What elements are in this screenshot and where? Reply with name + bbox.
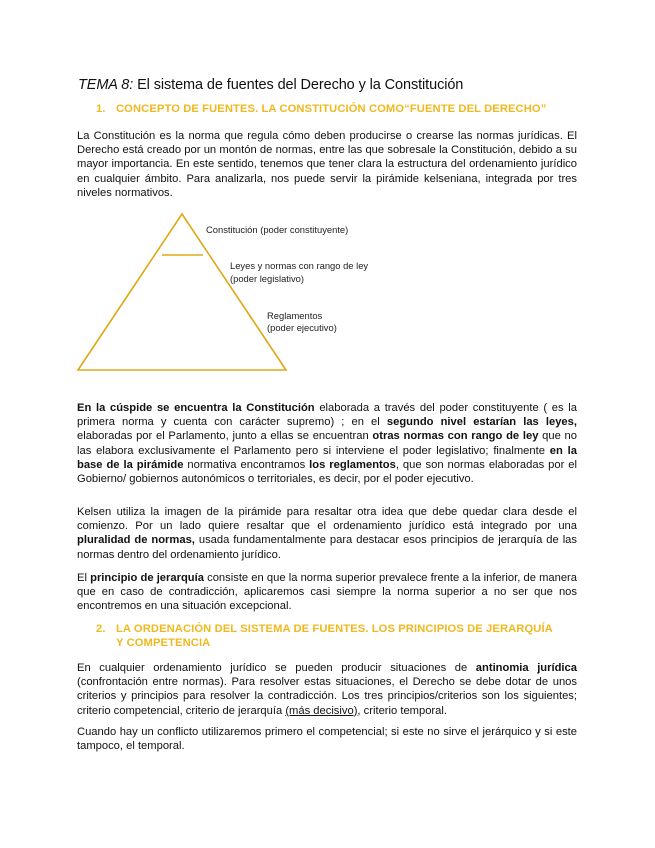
p2-bold-2: segundo nivel estarían las leyes, — [386, 416, 577, 429]
paragraph-1: La Constitución es la norma que regula cómo deben producirse o crearse las normas jurídicas. El Derecho está creado por un montón de normas, entre las que sobresale la Constitución, debido a su mayor importancia. En este sentido, tenemos que tener clara la estructura del ordenamiento jurídico en cualquier ámbito. Para analizarla, nos puede servir la pirámide kelseniana, integrada por tres niveles normativos. — [77, 130, 577, 199]
pyramid-label-leyes: Leyes y normas con rango de ley — [230, 260, 369, 271]
p2-bold-4: en la base de la pirámide — [77, 444, 577, 471]
p2-bold-5: los reglamentos — [309, 458, 396, 471]
pyramid-label-reglamentos: Reglamentos — [267, 310, 323, 321]
p2-bold-3: otras normas con rango de ley — [372, 430, 539, 443]
paragraph-4 — [77, 571, 577, 614]
pyramid-label-constitucion: Constitución (poder constituyente) — [206, 224, 349, 235]
pyramid-label-leyes-poder: (poder legislativo) — [230, 273, 304, 284]
p5-bold-1: antinomia jurídica — [475, 662, 577, 674]
p5-underline-1: (más decisivo), — [285, 704, 361, 717]
p2-text-4: normativa encontramos — [183, 458, 310, 471]
section-1-title: CONCEPTO DE FUENTES. LA CONSTITUCIÓN COMO“FUENTE DEL DERECHO” — [116, 103, 547, 115]
p3-text-1: Kelsen utiliza la imagen de la pirámide para resaltar otra idea que debe quedar clara desde el comienzo. Por un lado quiere resaltar que el ordenamiento jurídico está integrado por una — [77, 506, 577, 533]
p3-text-2: usada fundamentalmente para destacar esos principios de jerarquía de las normas dentro del ordenamiento jurídico. — [77, 534, 577, 561]
p4-text-2: consiste en que la norma superior prevalece frente a la inferior, de manera que en caso de contradicción, aplicaremos casi siempre la norma superior a no ser que nos encontremos en una situación excepcional. — [77, 572, 578, 613]
p2-text-2: elaboradas por el Parlamento, junto a ellas se encuentran — [77, 430, 373, 443]
p4-text-1: El — [77, 572, 91, 584]
section-2-heading — [96, 623, 553, 650]
section-2-title-line-2: Y COMPETENCIA — [116, 636, 211, 649]
p2-text-5: , que son normas elaboradas por el Gobierno/ gobiernos autonómicos o territoriales, es decir, por el poder ejecutivo. — [77, 458, 578, 486]
paragraph-2 — [77, 401, 577, 486]
pyramid-triangle — [78, 214, 286, 370]
title-prefix: TEMA 8: — [78, 77, 134, 93]
p2-text-3: que no las elabora exclusivamente el Parlamento pero si interviene el poder legislativo; finalmente — [77, 430, 577, 457]
p5-text-2: (confrontación entre normas). Para resolver estas situaciones, el Derecho se debe dotar de unos criterios y principios para resolver la contradicción. Los tres principios/criterios son los siguientes; criterio competencial, criterio de jerarquía — [77, 676, 577, 717]
paragraph-6: Cuando hay un conflicto utilizaremos primero el competencial; si este no sirve el jerárquico y si este tampoco, el temporal. — [77, 726, 577, 753]
p2-text-1: elaborada a través del poder constituyente ( es la primera norma y cuenta con carácter supremo) ; en el — [77, 402, 577, 429]
pyramid-label-reglamentos-poder: (poder ejecutivo) — [267, 322, 337, 333]
p5-text-3: criterio temporal. — [360, 704, 447, 717]
paragraph-3 — [77, 505, 577, 562]
p4-bold-1: principio de jerarquía — [90, 572, 204, 584]
paragraph-5 — [77, 661, 577, 718]
p2-bold-1: En la cúspide se encuentra la Constitución — [77, 402, 315, 414]
title-text: El sistema de fuentes del Derecho y la Constitución — [137, 77, 464, 93]
section-2-number: 2. — [96, 623, 106, 635]
p3-bold-1: pluralidad de normas, — [77, 534, 195, 547]
section-2-title-line-1: LA ORDENACIÓN DEL SISTEMA DE FUENTES. LOS PRINCIPIOS DE JERARQUÍA — [116, 623, 553, 635]
p5-text-1: En cualquier ordenamiento jurídico se pueden producir situaciones de — [77, 662, 476, 674]
section-1-number: 1. — [96, 103, 106, 115]
